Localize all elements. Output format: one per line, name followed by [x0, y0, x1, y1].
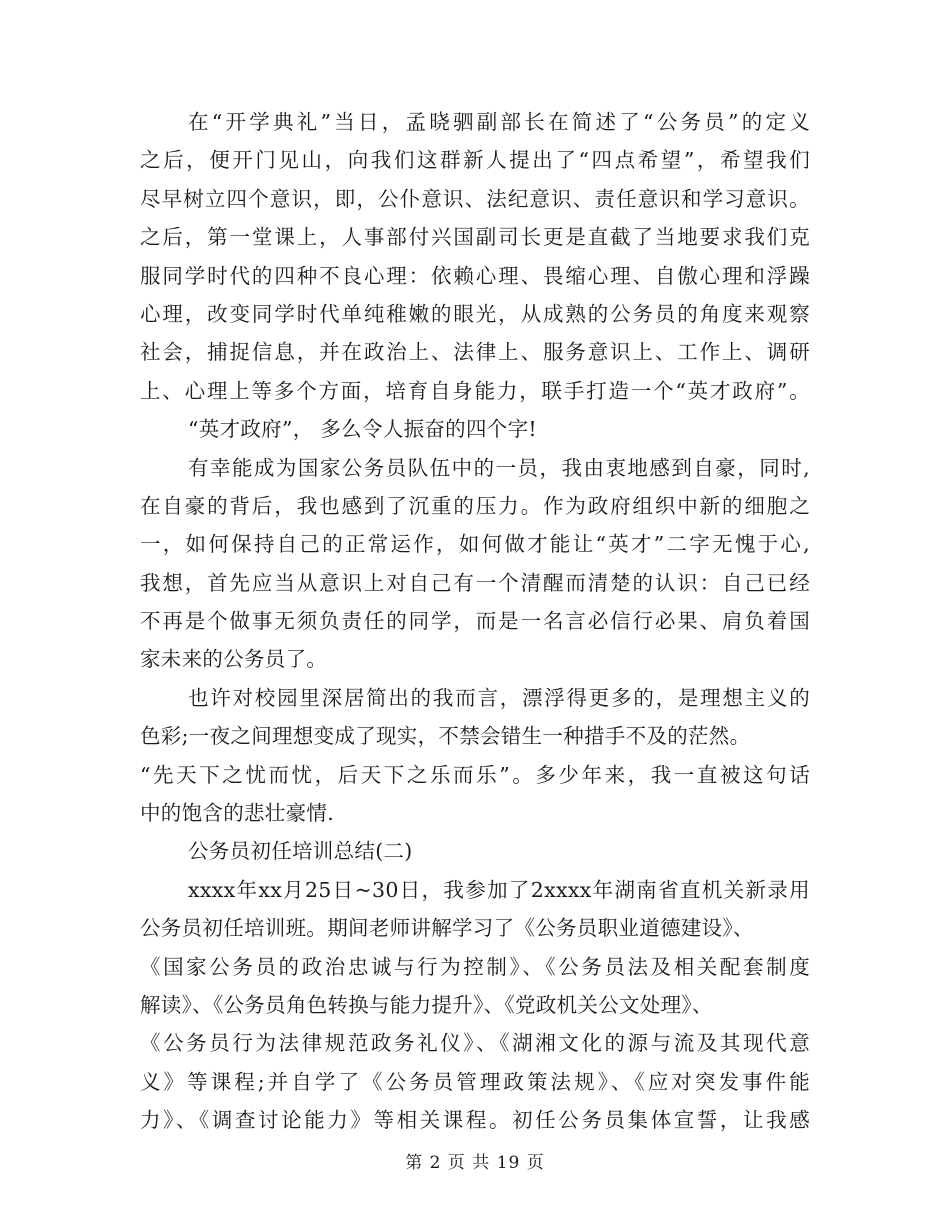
text-line: 也许对校园里深居简出的我而言，漂浮得更多的，是理想主义的 — [188, 685, 810, 710]
text-line: 公务员初任培训总结(二) — [188, 839, 413, 864]
text-line: 有幸能成为国家公务员队伍中的一员，我由衷地感到自豪，同时, — [188, 455, 810, 480]
text-line: 力》、《调查讨论能力》等相关课程。初任公务员集体宣誓，让我感 — [140, 1108, 810, 1133]
text-line: 不再是个做事无须负责任的同学，而是一名言必信行必果、肩负着国 — [140, 609, 810, 634]
text-line: 尽早树立四个意识，即，公仆意识、法纪意识、责任意识和学习意识。 — [140, 186, 810, 211]
text-line: 在“开学典礼”当日，孟晓驷副部长在简述了“公务员”的定义 — [188, 110, 810, 134]
text-line: 社会，捕捉信息，并在政治上、法律上、服务意识上、工作上、调研 — [140, 340, 810, 365]
text-line: 解读》、《公务员角色转换与能力提升》、《党政机关公文处理》、 — [140, 992, 713, 1017]
text-line: 色彩;一夜之间理想变成了现实，不禁会错生一种措手不及的茫然。 — [140, 724, 751, 749]
text-line: 在自豪的背后，我也感到了沉重的压力。作为政府组织中新的细胞之 — [140, 493, 810, 518]
text-line: 一，如何保持自己的正常运作，如何做才能让“英才”二字无愧于心, — [140, 532, 810, 557]
text-line: 公务员初任培训班。期间老师讲解学习了《公务员职业道德建设》、 — [140, 916, 754, 941]
text-line: 中的饱含的悲壮豪情. — [140, 801, 335, 826]
text-line: 之后，便开门见山，向我们这群新人提出了“四点希望”，希望我们 — [140, 148, 810, 173]
text-line: 《公务员行为法律规范政务礼仪》、《湖湘文化的源与流及其现代意 — [140, 1031, 810, 1056]
page-footer: 第 2 页 共 19 页 — [405, 1153, 545, 1173]
text-line: 服同学时代的四种不良心理：依赖心理、畏缩心理、自傲心理和浮躁 — [140, 263, 810, 288]
text-line: 上、心理上等多个方面，培育自身能力，联手打造一个“英才政府”。 — [140, 378, 810, 403]
text-line: 《国家公务员的政治忠诚与行为控制》、《公务员法及相关配套制度 — [140, 954, 810, 979]
text-line: xxxx年xx月25日~30日，我参加了2xxxx年湖南省直机关新录用 — [188, 877, 810, 902]
text-line: 之后，第一堂课上，人事部付兴国副司长更是直截了当地要求我们克 — [140, 225, 810, 250]
text-line: 义》等课程;并自学了《公务员管理政策法规》、《应对突发事件能 — [140, 1069, 810, 1094]
text-line: 家未来的公务员了。 — [140, 647, 328, 672]
document-body — [140, 103, 810, 1140]
text-line: “先天下之忧而忧，后天下之乐而乐”。多少年来，我一直被这句话 — [140, 762, 810, 787]
text-line: 我想，首先应当从意识上对自己有一个清醒而清楚的认识：自己已经 — [140, 570, 810, 595]
text-line: “英才政府”， 多么令人振奋的四个字! — [188, 417, 537, 442]
text-line: 心理，改变同学时代单纯稚嫩的眼光，从成熟的公务员的角度来观察 — [140, 301, 810, 326]
